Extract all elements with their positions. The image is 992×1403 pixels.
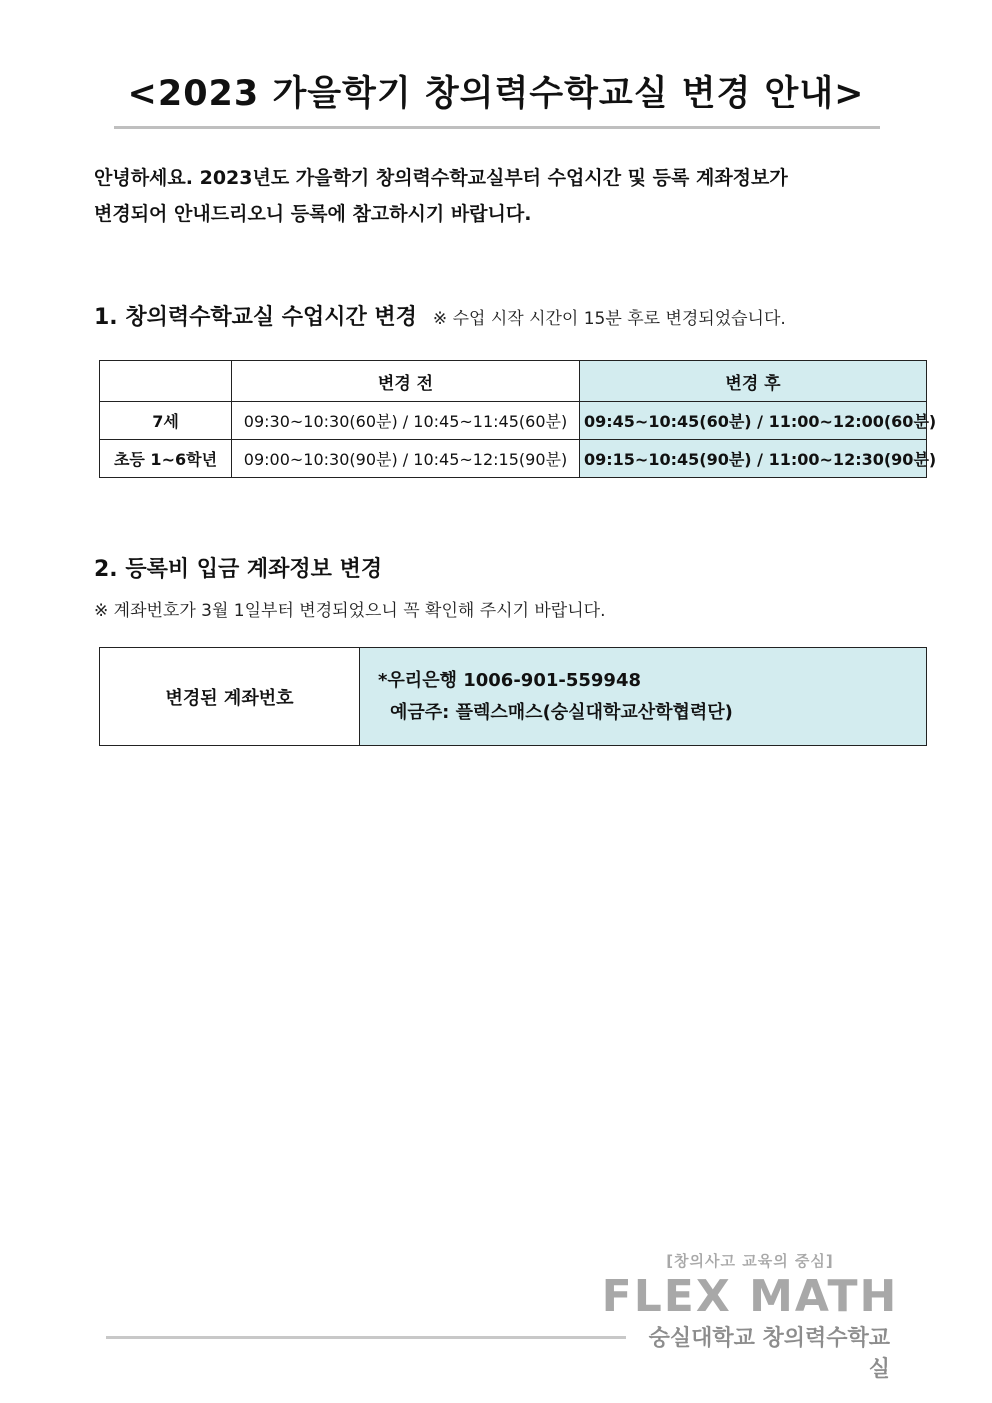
section-2-heading: 2. 등록비 입금 계좌정보 변경 bbox=[94, 557, 383, 582]
title-divider bbox=[114, 126, 880, 129]
section-1-heading bbox=[94, 300, 786, 331]
after-time: 09:45~10:45(60분) / 11:00~12:00(60분) bbox=[580, 402, 927, 440]
before-time: 09:30~10:30(60분) / 10:45~11:45(60분) bbox=[232, 402, 580, 440]
schedule-header-row bbox=[100, 361, 927, 402]
row-label: 초등 1~6학년 bbox=[100, 440, 232, 478]
section-1-note: ※ 수업 시작 시간이 15분 후로 변경되었습니다. bbox=[432, 309, 786, 329]
account-table bbox=[99, 647, 927, 746]
section-2-note: ※ 계좌번호가 3월 1일부터 변경되었으니 꼭 확인해 주시기 바랍니다. bbox=[94, 601, 606, 621]
account-row bbox=[100, 648, 927, 746]
schedule-header-blank bbox=[100, 361, 232, 402]
footer-organization: 숭실대학교 창의력수학교실 bbox=[648, 1326, 890, 1382]
flex-math-logo bbox=[600, 1250, 900, 1321]
document-title: <2023 가을학기 창의력수학교실 변경 안내> bbox=[127, 74, 865, 114]
intro-paragraph bbox=[94, 160, 914, 232]
bank-account-number: *우리은행 1006-901-559948 bbox=[378, 669, 641, 691]
row-label: 7세 bbox=[100, 402, 232, 440]
footer-divider bbox=[106, 1336, 626, 1339]
before-time: 09:00~10:30(90분) / 10:45~12:15(90분) bbox=[232, 440, 580, 478]
account-label: 변경된 계좌번호 bbox=[100, 648, 360, 746]
logo-brand: FLEX MATH bbox=[601, 1271, 899, 1322]
schedule-table bbox=[99, 360, 937, 478]
schedule-header-after: 변경 후 bbox=[580, 361, 927, 402]
intro-line-1: 안녕하세요. 2023년도 가을학기 창의력수학교실부터 수업시간 및 등록 계좌정보가 bbox=[94, 167, 788, 189]
table-row bbox=[100, 402, 927, 440]
logo-tagline: [창의사고 교육의 중심] bbox=[666, 1252, 834, 1270]
schedule-header-before: 변경 전 bbox=[232, 361, 580, 402]
section-1-title: 1. 창의력수학교실 수업시간 변경 bbox=[94, 305, 417, 330]
after-time: 09:15~10:45(90분) / 11:00~12:30(90분) bbox=[580, 440, 927, 478]
account-value bbox=[360, 648, 927, 746]
table-row bbox=[100, 440, 927, 478]
intro-line-2: 변경되어 안내드리오니 등록에 참고하시기 바랍니다. bbox=[94, 203, 532, 225]
account-holder: 예금주: 플렉스매스(숭실대학교산학협력단) bbox=[390, 701, 733, 723]
